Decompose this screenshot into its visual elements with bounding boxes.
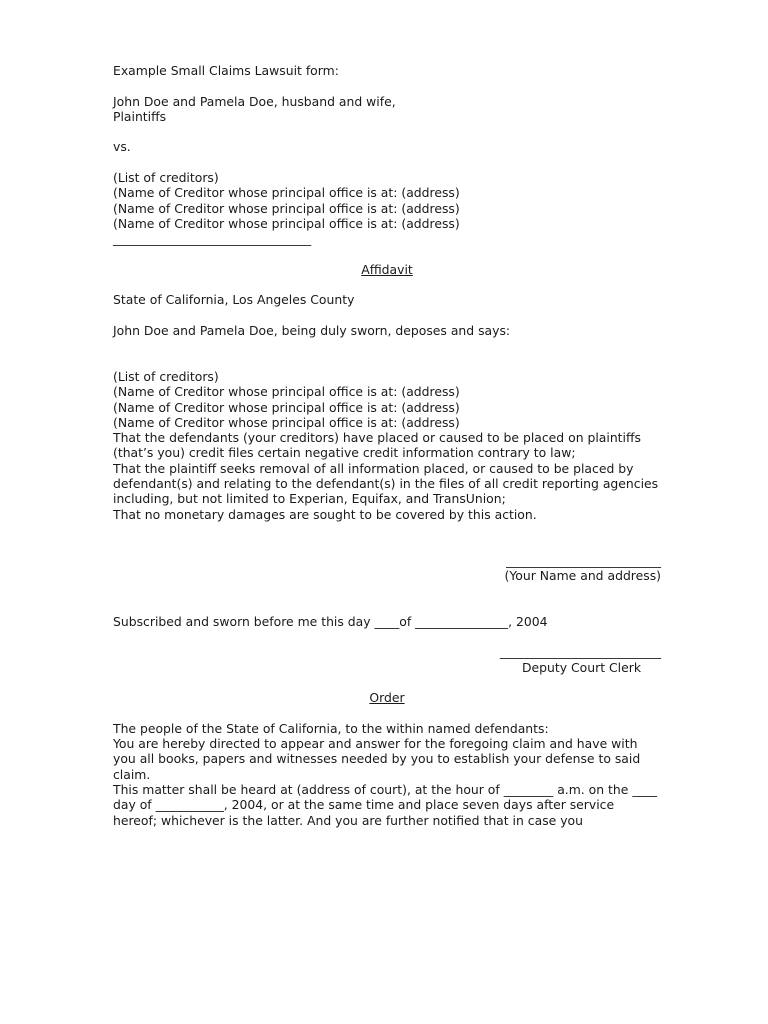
creditors-list-item: (Name of Creditor whose principal office is at: (address) xyxy=(113,215,460,231)
paragraph-removal-request: That the plaintiff seeks removal of all information placed, or caused to be placed by defendant(s) and relating to the defendant(s) in the files of all credit reporting agencies including, but not limited to Experian, Equifax, and TransUnion; xyxy=(113,460,659,507)
signature-block-clerk xyxy=(113,644,661,675)
paragraph-negative-info: That the defendants (your creditors) have placed or caused to be placed on plaintiffs (that’s you) credit files certain negative credit information contrary to law; xyxy=(113,430,641,461)
caption-rule: ________________________________ xyxy=(113,231,312,247)
plaintiffs-line-2: Plaintiffs xyxy=(113,108,167,124)
plaintiffs-line-1: John Doe and Pamela Doe, husband and wife, xyxy=(113,93,396,109)
signature-rule: __________________________ xyxy=(499,644,661,660)
signature-rule: _________________________ xyxy=(506,552,661,568)
creditors-list-caption xyxy=(113,170,661,246)
form-heading: Example Small Claims Lawsuit form: xyxy=(113,63,339,78)
creditors-list-item: (List of creditors) xyxy=(113,368,219,384)
creditors-list-item: (Name of Creditor whose principal office is at: (address) xyxy=(113,414,460,430)
subscribed-sworn-line: Subscribed and sworn before me this day ____of _______________, 2004 xyxy=(113,613,548,629)
creditors-list-item: (Name of Creditor whose principal office is at: (address) xyxy=(113,399,460,415)
order-paragraph-appear: You are hereby directed to appear and answer for the foregoing claim and have with you all books, papers and witnesses needed by you to establish your defense to said claim. xyxy=(113,736,641,782)
creditors-list-item: (Name of Creditor whose principal office is at: (address) xyxy=(113,185,460,201)
creditors-list-item: (List of creditors) xyxy=(113,170,219,186)
creditors-list-affidavit xyxy=(113,369,661,430)
order-intro: The people of the State of California, to the within named defendants: xyxy=(113,720,549,736)
paragraph-no-damages: That no monetary damages are sought to be covered by this action. xyxy=(113,506,537,522)
signature-caption: (Your Name and address) xyxy=(504,567,661,583)
creditors-list-item: (Name of Creditor whose principal office is at: (address) xyxy=(113,200,460,216)
affidavit-title: Affidavit xyxy=(361,261,413,277)
signature-block-plaintiff xyxy=(113,553,661,584)
document-page xyxy=(113,63,661,828)
order-title: Order xyxy=(369,690,405,706)
order-paragraph-hearing: This matter shall be heard at (address of court), at the hour of ________ a.m. on the ____ day of ___________, 2004, or at the same time and place seven days after service hereof; whichever is the latter. And you are further notified that in case you xyxy=(113,781,658,828)
sworn-statement: John Doe and Pamela Doe, being duly sworn, deposes and says: xyxy=(113,323,511,339)
signature-caption: Deputy Court Clerk xyxy=(522,659,641,675)
venue-line: State of California, Los Angeles County xyxy=(113,292,355,308)
creditors-list-item: (Name of Creditor whose principal office is at: (address) xyxy=(113,384,460,400)
versus-text: vs. xyxy=(113,139,131,155)
